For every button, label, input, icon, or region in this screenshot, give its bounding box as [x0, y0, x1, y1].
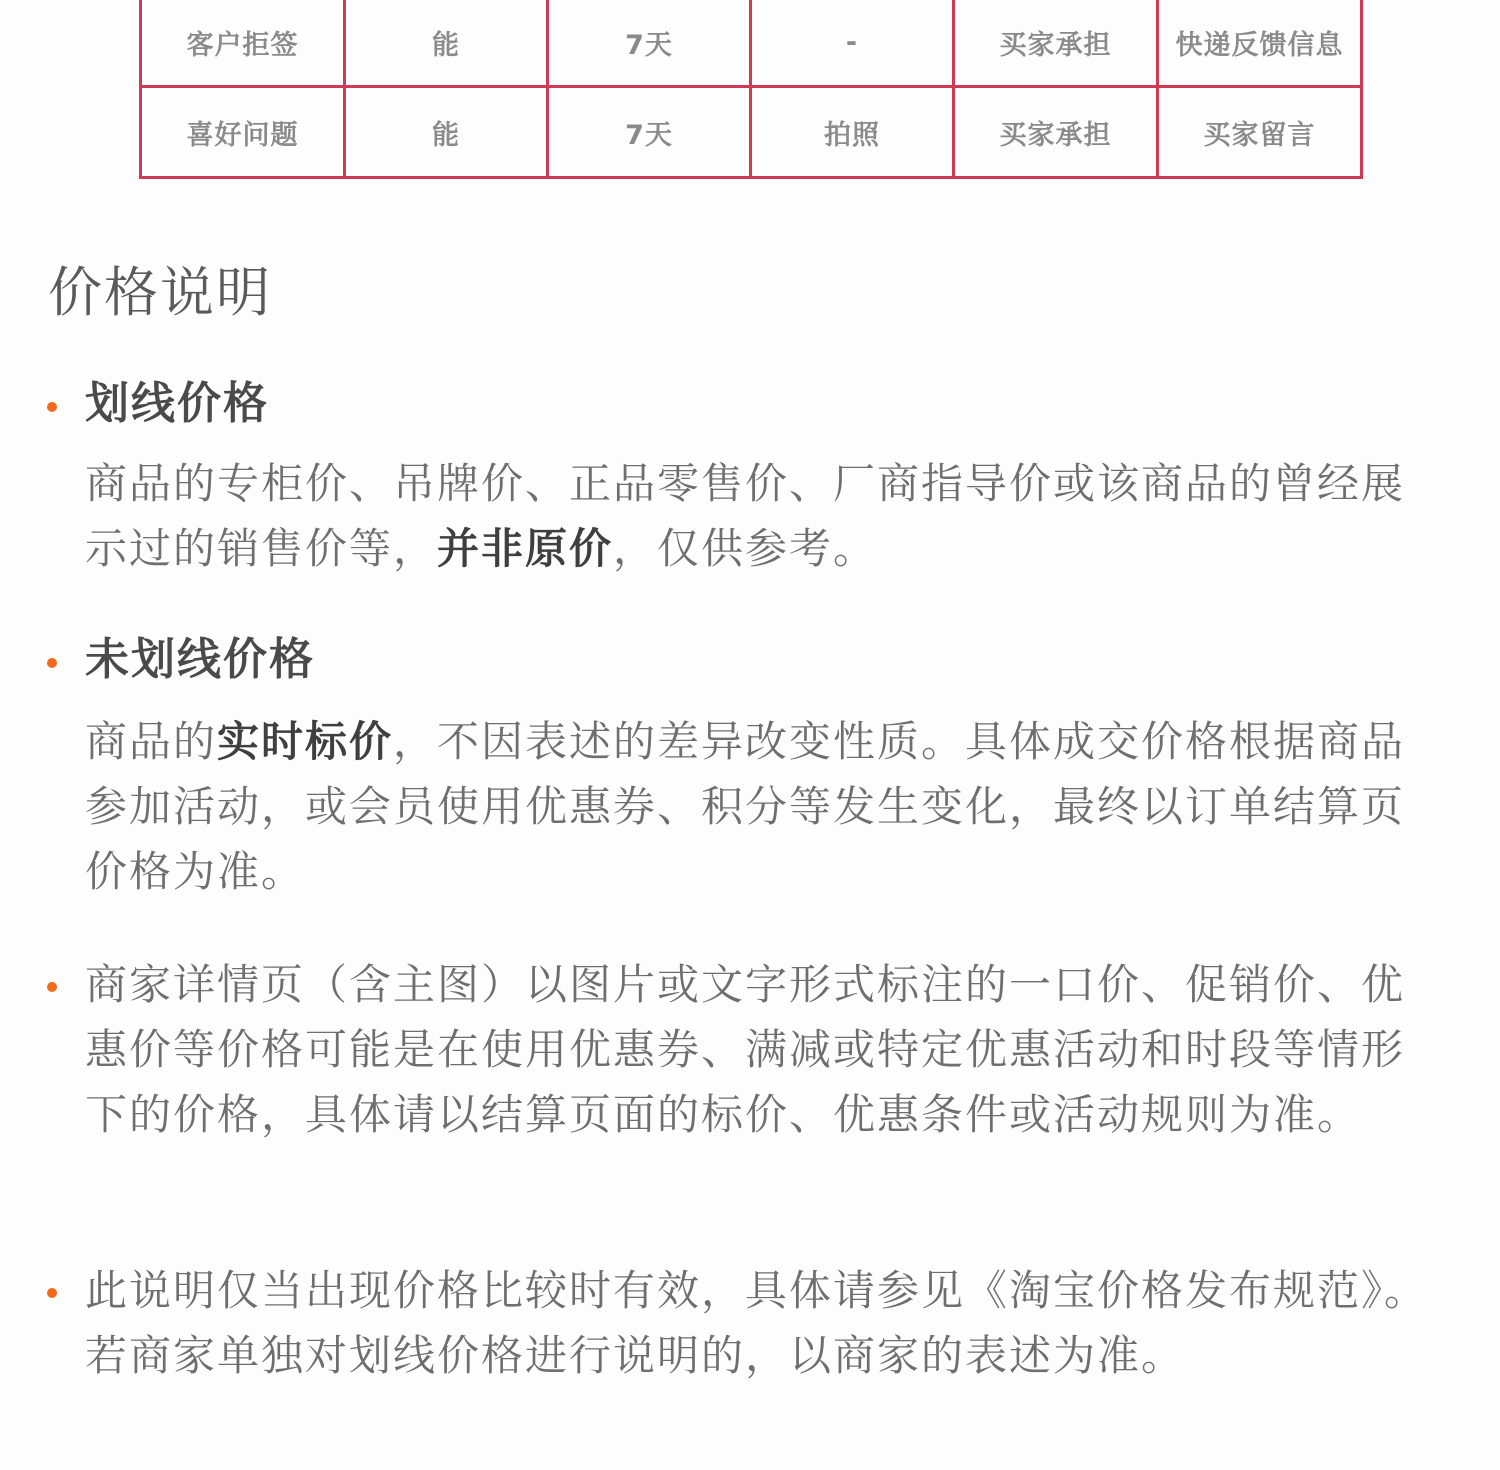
table-cell-shipping: 买家承担: [954, 0, 1158, 87]
item-heading: 划线价格: [85, 378, 269, 429]
table-cell-returnable: 能: [345, 0, 548, 87]
table-cell-proof: 快递反馈信息: [1158, 0, 1362, 87]
bullet-icon: [47, 658, 57, 668]
table-row: [141, 87, 1362, 178]
table-row: [141, 0, 1362, 87]
item-body: 商家详情页（含主图）以图片或文字形式标注的一口价、促销价、优惠价等价格可能是在使用优惠券、满减或特定优惠活动和时段等情形下的价格，具体请以结算页面的标价、优惠条件或活动规则为准。: [85, 960, 1406, 1139]
item-body: [85, 709, 1435, 904]
table-cell-shipping: 买家承担: [954, 87, 1158, 178]
table-cell-evidence: 拍照: [751, 87, 954, 178]
list-item-price-comparison-note: [85, 1258, 1435, 1388]
table-cell-period: 7天: [548, 87, 751, 178]
list-item-detail-page-price: [85, 952, 1435, 1147]
return-policy-table: [139, 0, 1363, 179]
body-text: ，仅供参考。: [613, 523, 878, 573]
item-body: 此说明仅当出现价格比较时有效，具体请参见《淘宝价格发布规范》。若商家单独对划线价格进行说明的，以商家的表述为准。: [85, 1266, 1429, 1380]
table-cell-evidence: -: [751, 0, 954, 87]
list-item-strikethrough-price: [85, 378, 1435, 581]
bullet-icon: [47, 402, 57, 412]
table-cell-period: 7天: [548, 0, 751, 87]
bullet-icon: [47, 982, 57, 992]
body-text: 商品的专柜价、吊牌价、正品零售价、厂商指导价或该商品的曾经展示过的销售价等，: [85, 458, 1406, 573]
section-title: 价格说明: [48, 261, 272, 324]
table-cell-reason: 喜好问题: [141, 87, 345, 178]
body-text: 商品的: [85, 716, 218, 766]
table-cell-proof: 买家留言: [1158, 87, 1362, 178]
emphasis-text: 并非原价: [437, 523, 614, 573]
table-cell-returnable: 能: [345, 87, 548, 178]
item-body: [85, 451, 1435, 581]
list-item-regular-price: [85, 634, 1435, 904]
item-heading: 未划线价格: [85, 634, 315, 685]
emphasis-text: 实时标价: [217, 716, 394, 766]
table-cell-reason: 客户拒签: [141, 0, 345, 87]
body-text: ，不因表述的差异改变性质。具体成交价格根据商品参加活动，或会员使用优惠券、积分等发生变化，最终以订单结算页价格为准。: [85, 716, 1406, 896]
bullet-icon: [47, 1288, 57, 1298]
